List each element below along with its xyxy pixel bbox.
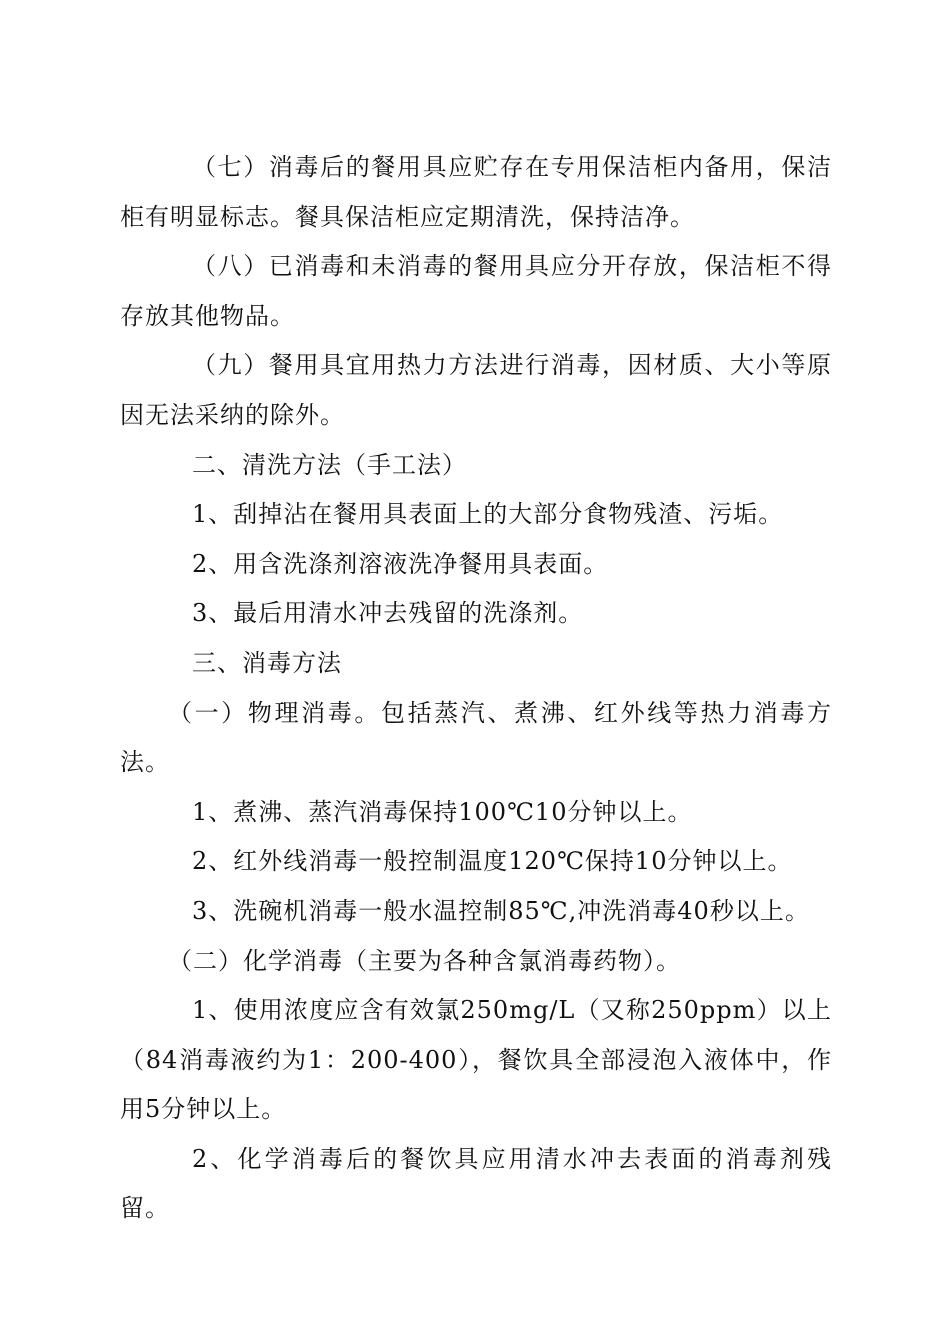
chemical-step-2: 2、化学消毒后的餐饮具应用清水冲去表面的消毒剂残留。 xyxy=(120,1144,832,1223)
subsection-chemical-disinfection: （二）化学消毒（主要为各种含氯消毒药物）。 xyxy=(168,946,681,975)
paragraph-item-7-storage: （七）消毒后的餐用具应贮存在专用保洁柜内备用，保洁柜有明显标志。餐具保洁柜应定期清洗，保持洁净。 xyxy=(120,153,832,231)
section-heading-cleaning-method: 二、清洗方法（手工法） xyxy=(192,450,467,479)
subsection-physical-disinfection: （一）物理消毒。包括蒸汽、煮沸、红外线等热力消毒方法。 xyxy=(120,698,832,777)
physical-step-3: 3、洗碗机消毒一般水温控制85℃,冲洗消毒40秒以上。 xyxy=(192,896,810,925)
section-heading-disinfection-method: 三、消毒方法 xyxy=(192,648,342,677)
paragraph-item-8-separation: （八）已消毒和未消毒的餐用具应分开存放，保洁柜不得存放其他物品。 xyxy=(120,252,832,330)
chemical-step-1: 1、使用浓度应含有效氯250mg/L（又称250ppm）以上（84消毒液约为1：200-400），餐饮具全部浸泡入液体中，作用5分钟以上。 xyxy=(120,996,832,1124)
document-body xyxy=(120,143,832,1234)
cleaning-step-3: 3、最后用清水冲去残留的洗涤剂。 xyxy=(192,599,584,628)
physical-step-2: 2、红外线消毒一般控制温度120℃保持10分钟以上。 xyxy=(192,847,793,876)
physical-step-1: 1、煮沸、蒸汽消毒保持100℃10分钟以上。 xyxy=(192,797,693,826)
cleaning-step-1: 1、刮掉沾在餐用具表面上的大部分食物残渣、污垢。 xyxy=(192,500,784,529)
paragraph-item-9-thermal: （九）餐用具宜用热力方法进行消毒，因材质、大小等原因无法采纳的除外。 xyxy=(120,351,832,429)
cleaning-step-2: 2、用含洗涤剂溶液洗净餐用具表面。 xyxy=(192,549,609,578)
